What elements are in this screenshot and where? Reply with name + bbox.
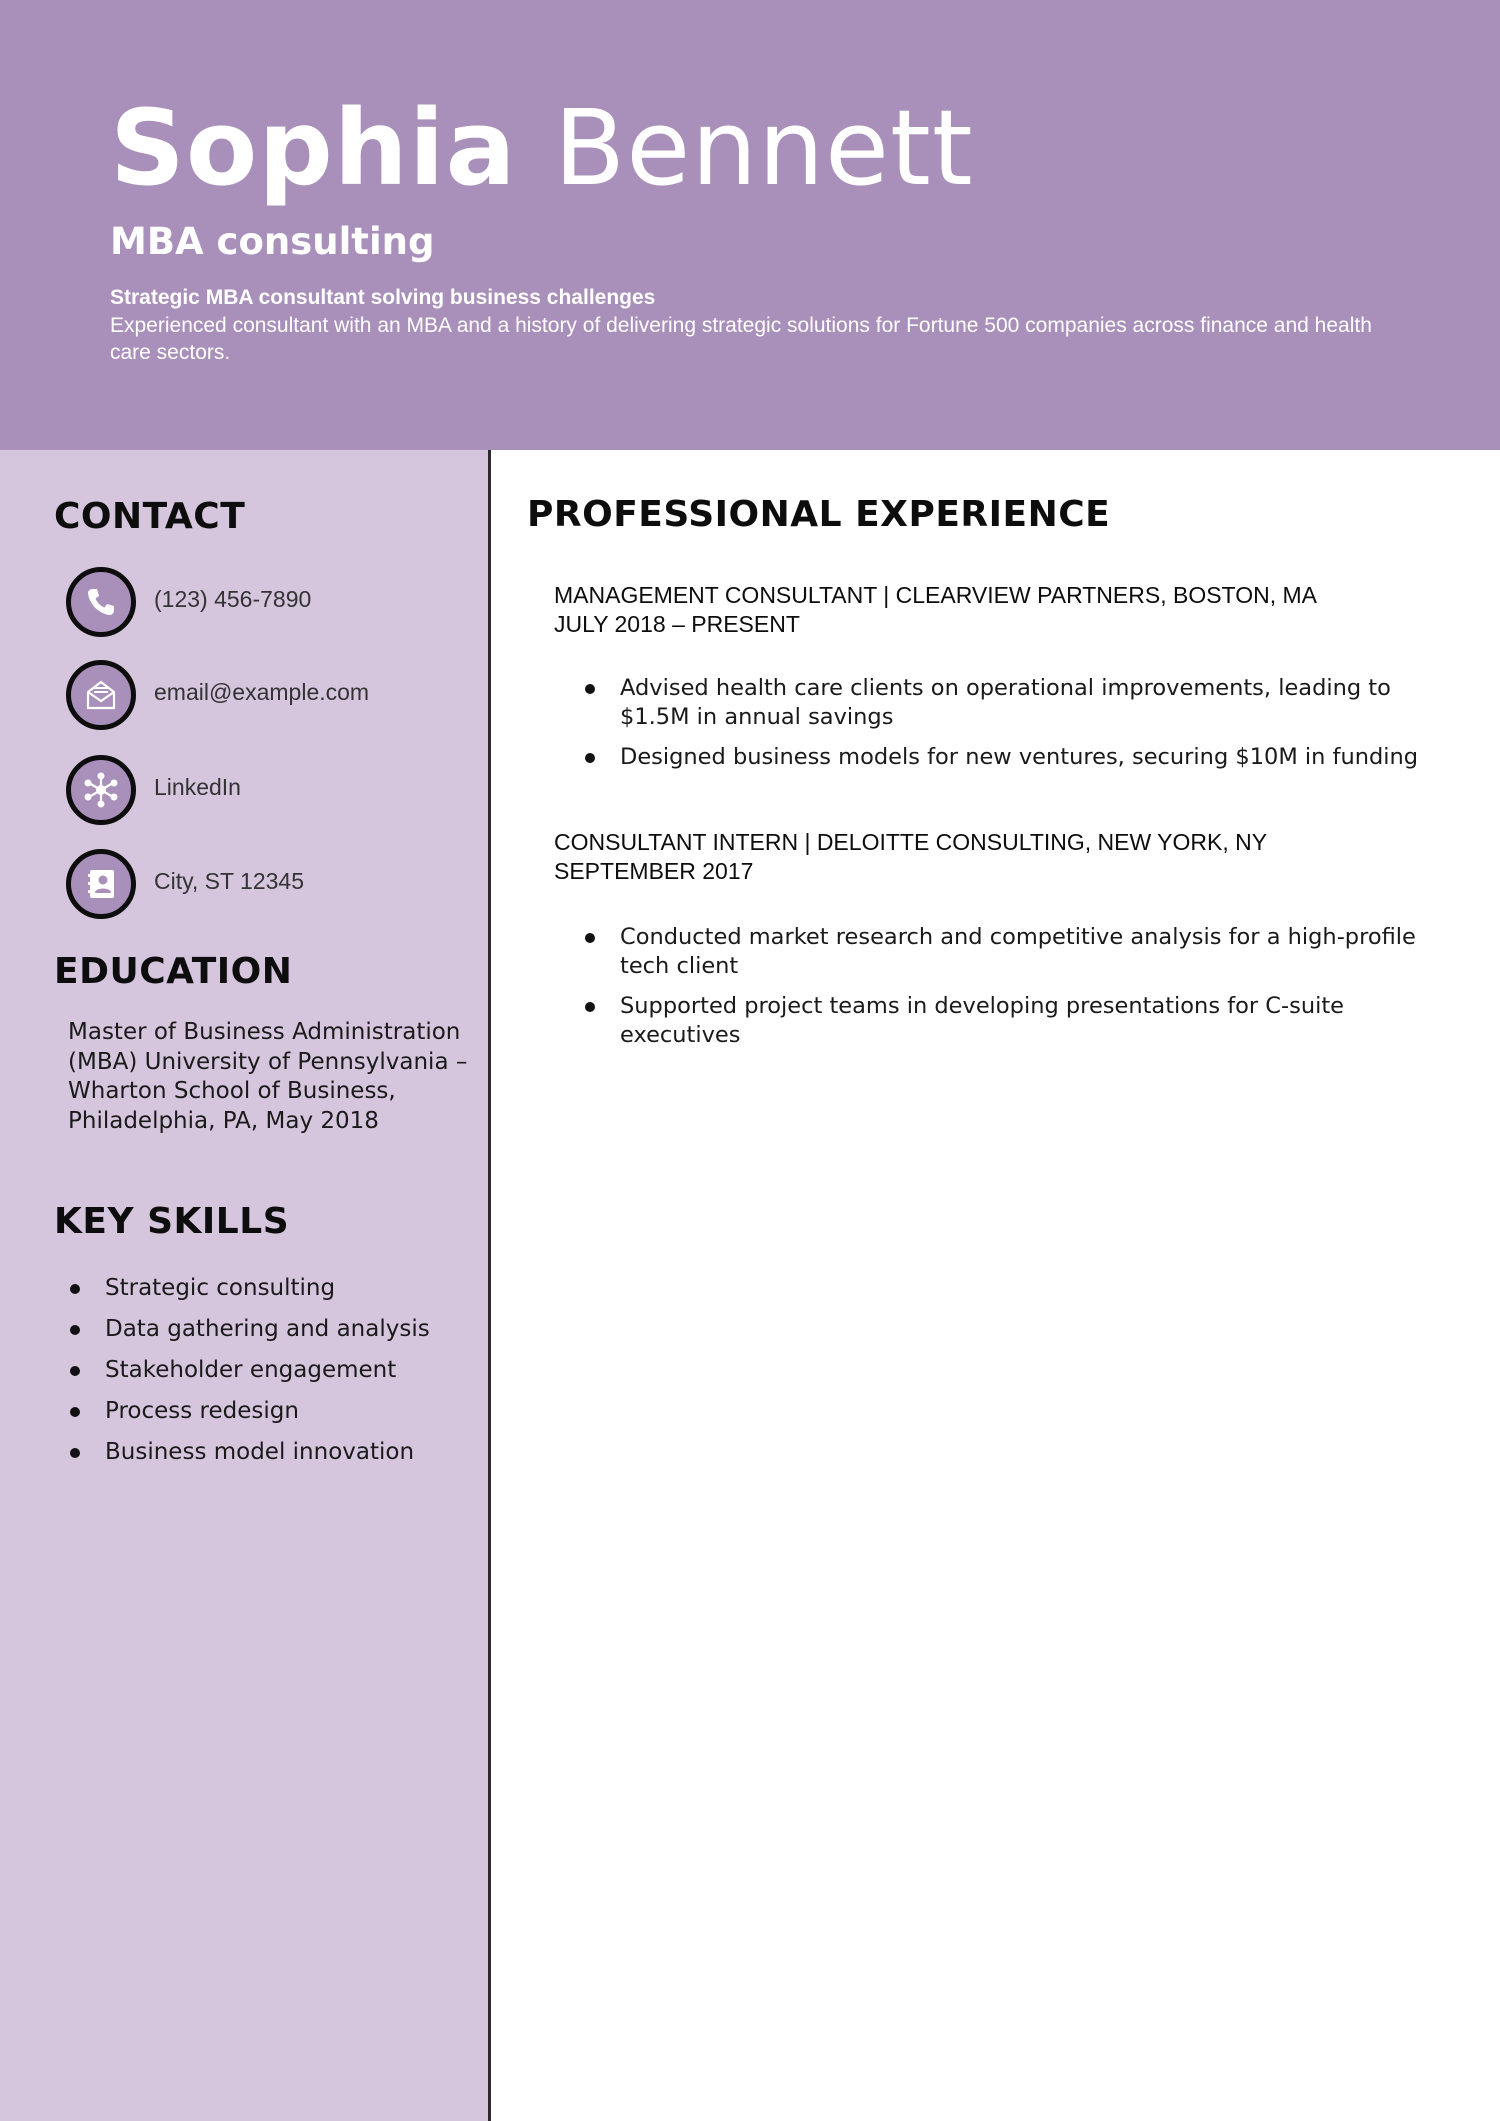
- address-book-icon: [66, 849, 136, 919]
- job-role-company: CONSULTANT INTERN | DELOITTE CONSULTING, NEW YORK, NY: [554, 829, 1268, 855]
- job-bullet: Supported project teams in developing presentations for C-suite executives: [585, 992, 1425, 1050]
- contact-heading: CONTACT: [54, 496, 246, 537]
- experience-heading: PROFESSIONAL EXPERIENCE: [527, 494, 1111, 535]
- candidate-name: [110, 88, 974, 208]
- email-text: email@example.com: [154, 679, 370, 705]
- job-bullets: [585, 674, 1425, 783]
- header-banner: [0, 0, 1500, 450]
- education-details: Master of Business Administration (MBA) University of Pennsylvania – Wharton School of Business, Philadelphia, PA, May 2018: [68, 1019, 468, 1134]
- skill-item: Business model innovation: [68, 1432, 430, 1473]
- job-dates: SEPTEMBER 2017: [554, 858, 754, 884]
- skills-heading: KEY SKILLS: [54, 1201, 290, 1242]
- address-text: City, ST 12345: [154, 868, 305, 894]
- contact-address: [66, 849, 466, 919]
- contact-linkedin: [66, 755, 466, 825]
- tagline: Strategic MBA consultant solving business challenges: [110, 286, 656, 309]
- skills-list: [68, 1268, 430, 1473]
- skill-item: Stakeholder engagement: [68, 1350, 430, 1391]
- first-name: Sophia: [110, 87, 517, 209]
- job-dates: JULY 2018 – PRESENT: [554, 611, 800, 637]
- skill-item: Strategic consulting: [68, 1268, 430, 1309]
- phone-icon: [66, 567, 136, 637]
- job-bullet: Conducted market research and competitive analysis for a high-profile tech client: [585, 923, 1425, 981]
- summary: Experienced consultant with an MBA and a history of delivering strategic solutions for Fortune 500 companies across finance and health care sectors.: [110, 314, 1372, 364]
- linkedin-text: LinkedIn: [154, 774, 241, 800]
- email-icon: [66, 660, 136, 730]
- job-bullets: [585, 923, 1425, 1061]
- skill-item: Process redesign: [68, 1391, 430, 1432]
- contact-email: [66, 660, 466, 730]
- job-bullet: Designed business models for new ventures, securing $10M in funding: [585, 743, 1425, 772]
- job-title: MBA consulting: [110, 220, 435, 263]
- skill-item: Data gathering and analysis: [68, 1309, 430, 1350]
- network-icon: [66, 755, 136, 825]
- job-role-company: MANAGEMENT CONSULTANT | CLEARVIEW PARTNERS, BOSTON, MA: [554, 582, 1317, 608]
- last-name: Bennett: [553, 87, 974, 209]
- contact-phone: [66, 567, 466, 637]
- column-divider: [488, 450, 491, 2121]
- phone-text: (123) 456-7890: [154, 586, 312, 612]
- job-bullet: Advised health care clients on operational improvements, leading to $1.5M in annual savings: [585, 674, 1425, 732]
- education-heading: EDUCATION: [54, 951, 293, 992]
